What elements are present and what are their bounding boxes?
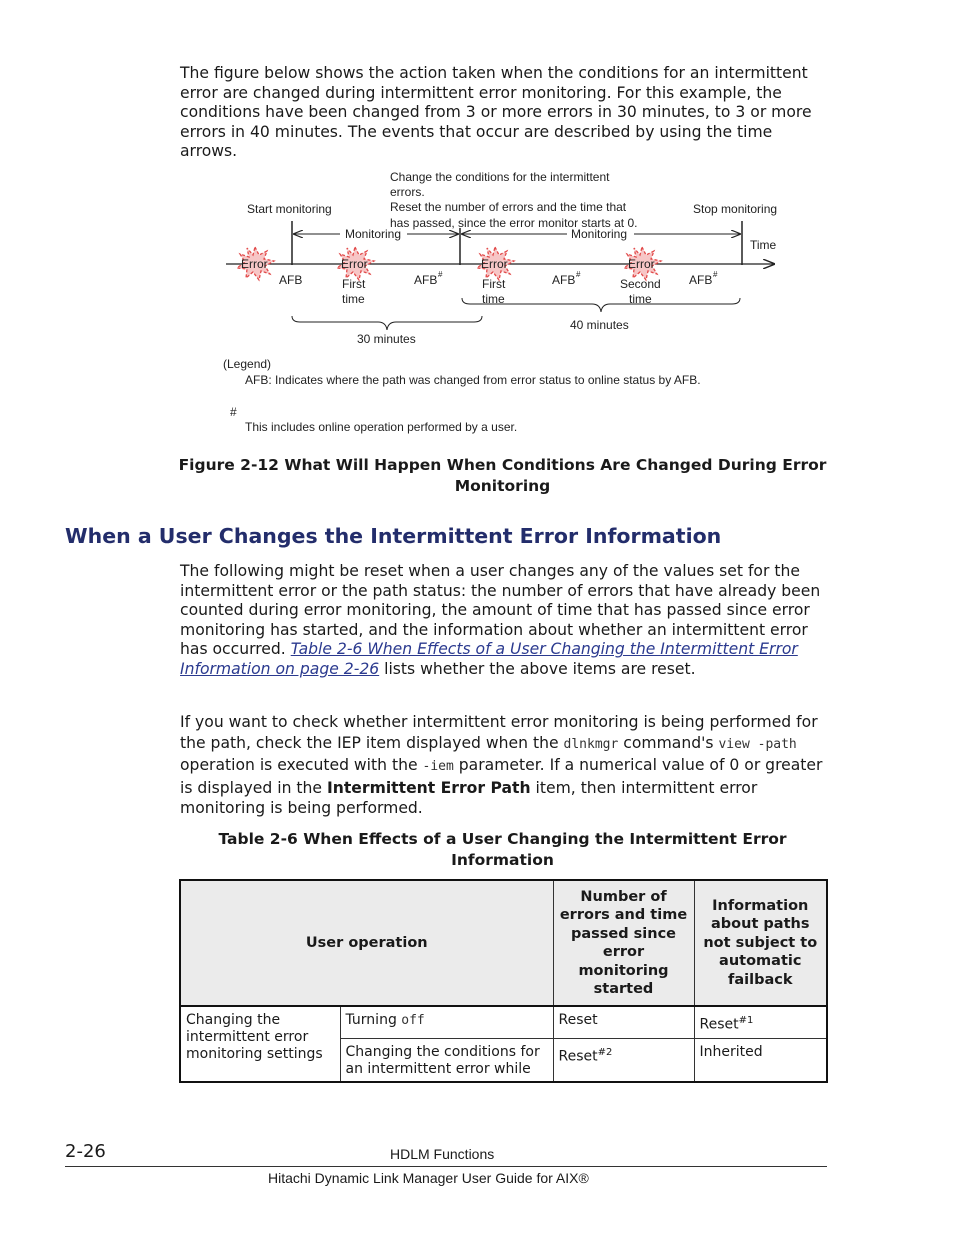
svg-text:#: # xyxy=(576,270,581,279)
svg-text:#: # xyxy=(713,270,718,279)
legend-hash-text: This includes online operation performed by a user. xyxy=(245,420,518,434)
svg-text:time: time xyxy=(482,292,505,306)
cell-reset: Reset$^{\#2}$ xyxy=(553,1038,694,1082)
cell-operation: Changing the conditions for an intermittent error while xyxy=(340,1038,553,1082)
first-time-label-2: First xyxy=(482,277,506,291)
operation-view-path: view -path xyxy=(718,736,797,752)
item-name: Intermittent Error Path xyxy=(326,778,531,797)
intro-paragraph: The figure below shows the action taken when the conditions for an intermittent error are changed during intermittent error monitoring. For this example, the conditions have been changed from 3 or more errors in 30 minutes, to 3 or more errors in 40 minutes. The events that occur are described by using the time arrows. xyxy=(180,64,812,161)
cell-info: Reset$^{\#1}$ xyxy=(694,1006,827,1038)
parameter-iem: -iem xyxy=(422,759,454,774)
start-monitoring-label: Start monitoring xyxy=(247,202,332,216)
code-off: off xyxy=(401,1013,425,1028)
timeline-figure xyxy=(0,160,954,445)
header-info-paths: Information about paths not subject to automatic failback xyxy=(694,880,827,1006)
afb-label-4: AFB xyxy=(689,273,713,287)
error-burst-2 xyxy=(337,247,374,280)
legend-afb: AFB: Indicates where the path was changed from error status to online status by AFB. xyxy=(245,373,701,387)
time-axis-label: Time xyxy=(750,238,777,252)
check-paragraph: If you want to check whether intermittent error monitoring is being performed for the path, check the IEP item displayed when the dlnkmgr command's view -path operation is executed with the -iem parameter. If a numerical value of 0 or greater is displayed in the Intermittent Error Path item, then intermittent error monitoring is being performed. xyxy=(180,713,823,817)
span-40-minutes: 40 minutes xyxy=(570,318,629,332)
table-caption: Table 2-6 When Effects of a User Changing the Intermittent Error Information xyxy=(218,830,787,869)
legend-title: (Legend) xyxy=(223,357,272,371)
footer-book-title: Hitachi Dynamic Link Manager User Guide for AIX® xyxy=(268,1170,589,1186)
monitoring-label-2: Monitoring xyxy=(571,227,628,241)
cell-group: Changing the intermittent error monitoring settings xyxy=(180,1006,340,1082)
change-note-line-1: Change the conditions for the intermittent xyxy=(390,170,610,184)
cell-reset: Reset xyxy=(553,1006,694,1038)
error-burst-3 xyxy=(477,247,514,280)
svg-text:#: # xyxy=(438,270,443,279)
cell-operation: Turning off xyxy=(340,1006,553,1038)
error-burst-1 xyxy=(237,247,274,280)
header-number-errors: Number of errors and time passed since error monitoring started xyxy=(553,880,694,1006)
afb-label-3: AFB xyxy=(552,273,576,287)
afb-label-2: AFB xyxy=(414,273,438,287)
figure-caption: Figure 2-12 What Will Happen When Conditions Are Changed During Error Monitoring xyxy=(178,456,827,495)
table-row xyxy=(180,1006,827,1038)
change-note-line-4: has passed, since the error monitor starts at 0. xyxy=(390,216,638,230)
svg-text:Error: Error xyxy=(241,257,268,271)
table-reference-link[interactable]: Table 2-6 When Effects of a User Changing the Intermittent Error Information on page 2-26 xyxy=(180,640,798,678)
svg-text:Error: Error xyxy=(481,257,508,271)
afb-label-1: AFB xyxy=(279,273,303,287)
section-title: When a User Changes the Intermittent Error Information xyxy=(65,524,722,548)
footer-chapter: HDLM Functions xyxy=(390,1146,495,1162)
first-time-label-1: First xyxy=(342,277,366,291)
change-note-line-2: errors. xyxy=(390,185,425,199)
change-note-line-3: Reset the number of errors and the time that xyxy=(390,200,627,214)
stop-monitoring-label: Stop monitoring xyxy=(693,202,778,216)
cell-info: Inherited xyxy=(694,1038,827,1082)
page-number: 2-26 xyxy=(65,1141,106,1162)
svg-text:Error: Error xyxy=(341,257,368,271)
effects-table xyxy=(179,879,828,1083)
legend-hash: # xyxy=(230,405,237,419)
command-dlnkmgr: dlnkmgr xyxy=(563,736,619,752)
header-user-operation: User operation xyxy=(180,880,553,1006)
error-burst-4 xyxy=(624,247,661,280)
reset-paragraph: The following might be reset when a user changes any of the values set for the intermittent error or the path status: the number of errors that have already been counted during error monitoring, the amount of time that has passed since error monitoring has started, and the information about whether an intermittent error has occurred. Table 2-6 When Effects of a User Changing the Intermittent Error Information on page 2-26 lists whether the above items are reset. xyxy=(180,562,821,678)
footer-divider xyxy=(65,1166,827,1167)
span-30-minutes: 30 minutes xyxy=(357,332,416,346)
svg-text:time: time xyxy=(629,292,652,306)
svg-text:Error: Error xyxy=(628,257,655,271)
monitoring-label-1: Monitoring xyxy=(345,227,402,241)
svg-text:time: time xyxy=(342,292,365,306)
second-time-label: Second xyxy=(620,277,661,291)
